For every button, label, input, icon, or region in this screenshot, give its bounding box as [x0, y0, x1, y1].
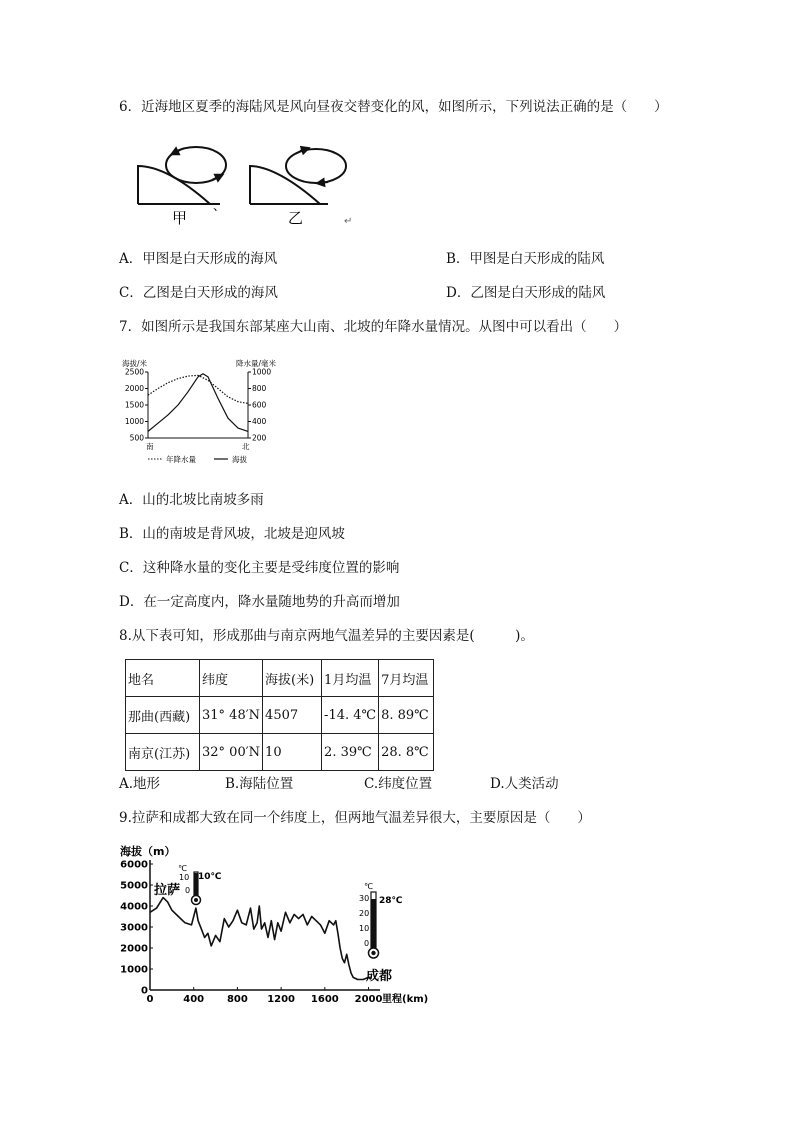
- city-chengdu: 成都: [366, 969, 393, 984]
- y-tick-label: 2000: [120, 943, 148, 955]
- svg-text:10: 10: [359, 924, 370, 933]
- sea-land-breeze-figure: [128, 138, 368, 230]
- right-axis-label: 降水量/毫米: [236, 359, 277, 368]
- y-tick-label: 4000: [120, 901, 148, 913]
- x-axis-label: 里程(km): [382, 994, 429, 1005]
- svg-text:℃: ℃: [364, 882, 373, 891]
- svg-text:20: 20: [359, 909, 370, 918]
- y-tick-label: 3000: [120, 922, 148, 934]
- table-cell: 8. 89℃: [379, 697, 434, 734]
- table-header-cell: 7月均温: [379, 660, 434, 697]
- q7-stem: 7．如图所示是我国东部某座大山南、北坡的年降水量情况。从图中可以看出（ ）: [119, 319, 628, 335]
- x-tick-label: 800: [226, 994, 248, 1005]
- x-tick-label: 1200: [267, 994, 296, 1005]
- precipitation-line: [148, 375, 248, 403]
- table-header-cell: 1月均温: [322, 660, 379, 697]
- svg-text:0: 0: [185, 886, 191, 895]
- chengdu-thermometer: [359, 882, 403, 958]
- left-axis-label: 海拔/米: [122, 359, 148, 368]
- q7-option-c: C．这种降水量的变化主要是受纬度位置的影响: [119, 560, 400, 576]
- svg-text:10: 10: [179, 873, 190, 882]
- svg-text:℃: ℃: [178, 864, 187, 873]
- label-jia: 甲: [172, 209, 188, 227]
- table-cell: 10: [263, 734, 322, 771]
- left-tick-label: 2500: [124, 367, 144, 377]
- table-row: [126, 734, 434, 771]
- y-tick-label: 0: [141, 985, 148, 997]
- right-tick-label: 400: [252, 417, 267, 426]
- q8-option-c: C.纬度位置: [364, 776, 433, 792]
- y-tick-label: 1000: [120, 964, 148, 976]
- mountain-precipitation-chart: [118, 356, 278, 468]
- q9-stem: 9.拉萨和成都大致在同一个纬度上，但两地气温差异很大，主要原因是（ ）: [119, 810, 591, 826]
- svg-text:、: 、: [213, 199, 226, 213]
- table-header-row: [126, 660, 434, 697]
- y-tick-label: 6000: [120, 859, 148, 871]
- q7-option-a: A．山的北坡比南坡多雨: [119, 492, 264, 508]
- right-tick-label: 600: [252, 400, 267, 410]
- lhasa-thermometer: [178, 864, 222, 905]
- label-yi: 乙: [288, 209, 304, 227]
- table-cell: 4507: [263, 697, 322, 734]
- table-header-cell: 地名: [126, 660, 200, 697]
- temperature-table: [125, 659, 434, 771]
- q7-option-b: B．山的南坡是背风坡，北坡是迎风坡: [119, 526, 345, 542]
- svg-text:↵: ↵: [344, 216, 353, 227]
- q6-option-c: C．乙图是白天形成的海风: [119, 285, 278, 301]
- q6-option-a: A．甲图是白天形成的海风: [119, 251, 278, 267]
- city-lhasa: 拉萨: [154, 883, 181, 898]
- circulation-right: [286, 149, 346, 183]
- left-tick-label: 2000: [124, 384, 144, 393]
- q7-option-d: D．在一定高度内，降水量随地势的升高而增加: [119, 594, 400, 610]
- left-tick-label: 1000: [124, 417, 144, 426]
- left-tick-label: 500: [129, 433, 144, 443]
- table-header-cell: 海拔(米): [263, 660, 322, 697]
- x-tick-label: 400: [183, 994, 205, 1005]
- elevation-line: [148, 374, 248, 432]
- q6-option-d: D．乙图是白天形成的陆风: [446, 285, 606, 301]
- x-tick-label: 1600: [310, 994, 339, 1005]
- right-tick-label: 200: [252, 433, 267, 443]
- q8-option-d: D.人类活动: [490, 776, 559, 792]
- legend-elevation: 海拔: [232, 455, 247, 464]
- q8-option-b: B.海陆位置: [225, 776, 294, 792]
- legend-precipitation: 年降水量: [166, 455, 196, 464]
- table-row: [126, 697, 434, 734]
- chengdu-temp-label: 28℃: [379, 896, 403, 906]
- table-header-cell: 纬度: [200, 660, 263, 697]
- elevation-profile-chart: [118, 842, 438, 1008]
- right-tick-label: 800: [252, 384, 267, 393]
- svg-text:0: 0: [364, 939, 370, 948]
- x-tick-label: 2000: [354, 994, 383, 1005]
- land-slope-right: [250, 166, 320, 204]
- left-tick-label: 1500: [124, 400, 144, 410]
- x-label-south: 南: [146, 442, 154, 451]
- q8-option-a: A.地形: [119, 776, 161, 792]
- right-tick-label: 1000: [252, 367, 272, 377]
- q8-stem: 8.从下表可知，形成那曲与南京两地气温差异的主要因素是( )。: [119, 628, 534, 644]
- lhasa-temp-label: 10℃: [198, 872, 222, 882]
- table-cell: 南京(江苏): [126, 734, 200, 771]
- x-tick-label: 0: [146, 994, 154, 1005]
- y-axis-label: 海拔（m）: [120, 845, 176, 858]
- land-slope-left: [138, 166, 210, 204]
- table-cell: 2. 39℃: [322, 734, 379, 771]
- table-cell: 28. 8℃: [379, 734, 434, 771]
- svg-text:30: 30: [359, 894, 370, 903]
- table-cell: 那曲(西藏): [126, 697, 200, 734]
- y-tick-label: 5000: [120, 880, 148, 892]
- x-label-north: 北: [242, 442, 250, 451]
- table-cell: 31° 48′N: [200, 697, 263, 734]
- q6-option-b: B．甲图是白天形成的陆风: [446, 251, 605, 267]
- elevation-profile-line: [150, 898, 371, 980]
- q6-stem: 6．近海地区夏季的海陆风是风向昼夜交替变化的风，如图所示，下列说法正确的是（ ）: [119, 99, 668, 115]
- table-cell: 32° 00′N: [200, 734, 263, 771]
- table-cell: -14. 4℃: [322, 697, 379, 734]
